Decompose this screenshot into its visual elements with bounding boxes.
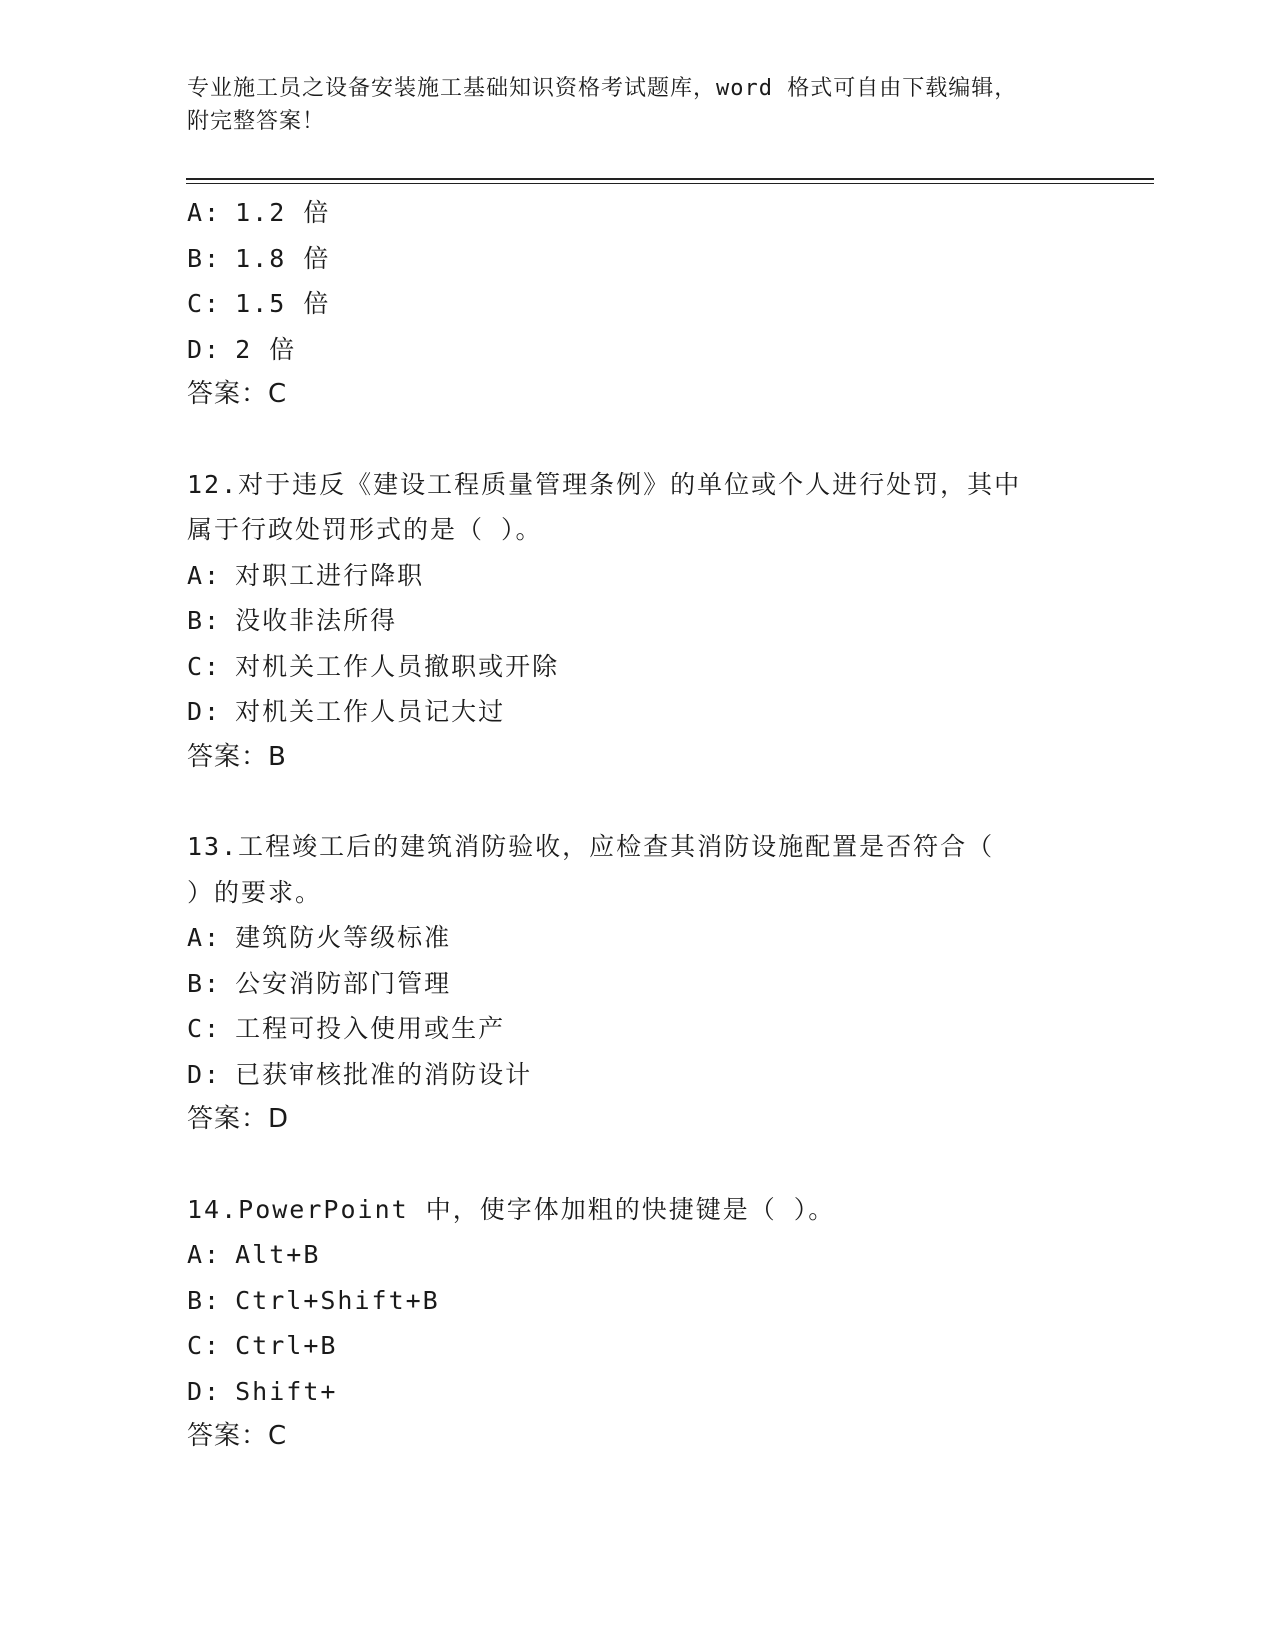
- question-12: [187, 462, 1087, 781]
- option-c: C: 1.5 倍: [187, 289, 331, 318]
- option-a: A: Alt+B: [187, 1240, 321, 1269]
- option-a: A: 1.2 倍: [187, 198, 331, 227]
- option-b: B: Ctrl+Shift+B: [187, 1285, 440, 1315]
- question-14: [187, 1187, 1087, 1460]
- question-stem-line-2: 属于行政处罚形式的是（ ）。: [187, 515, 543, 544]
- answer: 答案：C: [187, 379, 288, 409]
- option-a: A: 对职工进行降职: [187, 560, 425, 590]
- option-d: D: 2 倍: [187, 334, 297, 364]
- answer: 答案：D: [187, 1104, 290, 1134]
- option-c: C: Ctrl+B: [187, 1331, 338, 1360]
- answer: 答案：C: [187, 1421, 288, 1451]
- header-line-1: 专业施工员之设备安装施工基础知识资格考试题库，word 格式可自由下载编辑，: [187, 76, 1018, 101]
- question-stem-line-1: 13.工程竣工后的建筑消防验收，应检查其消防设施配置是否符合（: [187, 832, 995, 861]
- question-stem-line-2: ）的要求。: [187, 877, 323, 907]
- header-line-2: 附完整答案！: [187, 109, 326, 134]
- option-c: C: 对机关工作人员撤职或开除: [187, 651, 560, 681]
- option-d: D: Shift+: [187, 1376, 338, 1406]
- document-header: [187, 72, 1087, 138]
- question-13: [187, 824, 1087, 1143]
- question-11: [187, 190, 1087, 418]
- option-b: B: 1.8 倍: [187, 243, 331, 273]
- header-divider-thick: [186, 178, 1154, 180]
- question-stem-line-1: 14.PowerPoint 中，使字体加粗的快捷键是（ ）。: [187, 1194, 836, 1224]
- question-list: [187, 190, 1087, 1460]
- option-c: C: 工程可投入使用或生产: [187, 1014, 506, 1043]
- header-divider-thin: [186, 183, 1154, 184]
- option-a: A: 建筑防火等级标准: [187, 923, 452, 952]
- question-stem-line-1: 12.对于违反《建设工程质量管理条例》的单位或个人进行处罚，其中: [187, 469, 1022, 499]
- option-d: D: 对机关工作人员记大过: [187, 697, 506, 726]
- option-b: B: 公安消防部门管理: [187, 968, 452, 998]
- option-d: D: 已获审核批准的消防设计: [187, 1059, 533, 1089]
- option-b: B: 没收非法所得: [187, 606, 398, 635]
- answer: 答案：B: [187, 741, 287, 772]
